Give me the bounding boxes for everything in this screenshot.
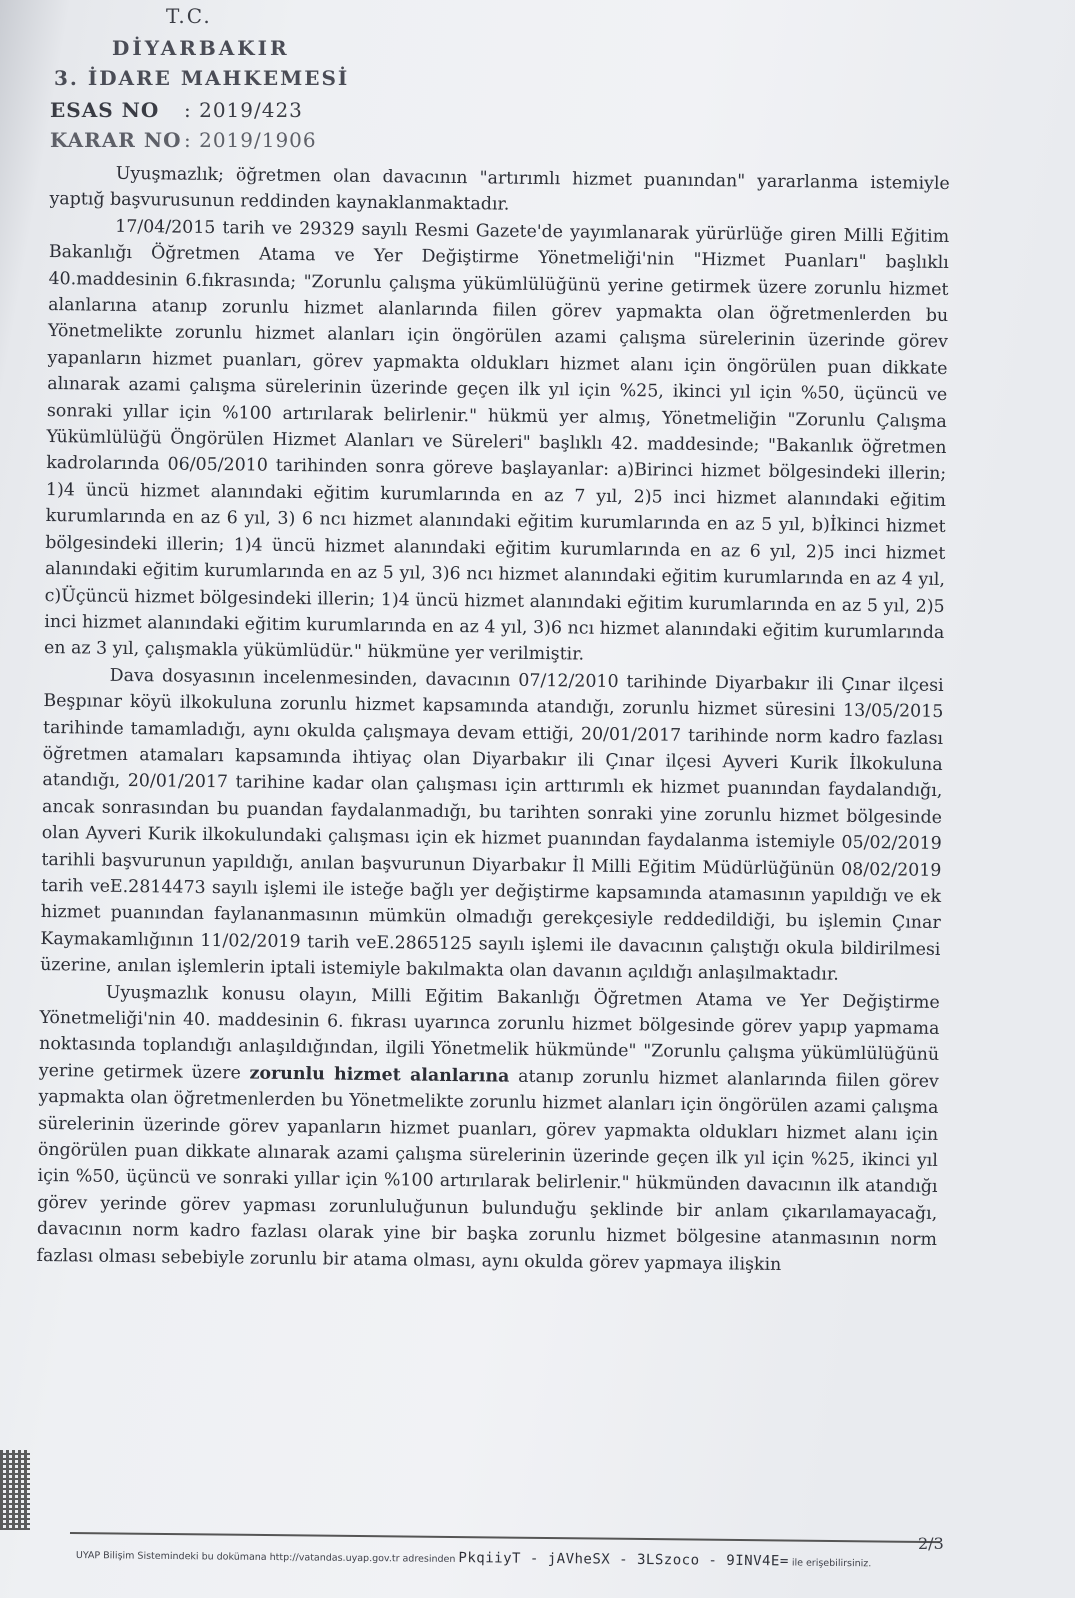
verification-code: PkqiiyT - jAVheSX - 3LSzoco - 9INV4E=: [458, 1550, 789, 1570]
paragraph-4-bold: zorunlu hizmet alanlarına: [249, 1063, 510, 1087]
header-court: 3. İDARE MAHKEMESİ: [54, 66, 350, 90]
karar-value: : 2019/1906: [184, 128, 317, 152]
paragraph-1: Uyuşmazlık; öğretmen olan davacının "artırımlı hizmet puanından" yararlanma istemiyle yaptığ başvurusunun reddinden kaynaklanmaktadır.: [49, 163, 950, 216]
footer-text: UYAP Bilişim Sistemindeki bu dokümana http://vatandas.uyap.gov.tr adresinden: [75, 1549, 456, 1565]
paragraph-3: Dava dosyasının incelenmesinden, davacının 07/12/2010 tarihinde Diyarbakır ili Çınar ilçesi Beşpınar köyü ilkokuluna zorunlu hizmet kapsamında atandığı, zorunlu hizmet süresini 13/05/2015 tarihinde tamamladığı, aynı okulda çalışmaya devam ettiği, 20/01/2017 tarihinde norm kadro fazlası öğretmen atamaları kapsamında ihtiyaç olan Diyarbakır ili Çınar ilçesi Ayveri Kurik İlkokuluna atandığı, 20/01/2017 tarihine kadar olan çalışması için arttırımlı ek hizmet puanından faydalandığı, ancak sonrasından bu puandan faydalanmadığı, bu tarihten sonraki yine zorunlu hizmet bölgesinde olan Ayveri Kurik ilkokulundaki çalışması için ek hizmet puanından faydalanma istemiyle 05/02/2019 tarihli başvurunun yapıldığı, anılan başvurunun Diyarbakır İl Milli Eğitim Müdürlüğünün 08/02/2019 tarih veE.2814473 sayılı işlemi ile isteğe bağlı yer değiştirme kapsamında atamasının yapıldığı ve ek hizmet puanından faylananmasının mümkün olmadığı gerekçesiyle reddedildiği, bu işlemin Çınar Kaymakamlığının 11/02/2019 tarih veE.2865125 sayılı işlemi ile davacının çalıştığı okula bildirilmesi üzerine, anılan işlemlerin iptali istemiyle bakılmakta olan davanın açıldığı anlaşılmaktadır.: [40, 665, 944, 985]
karar-no: [50, 128, 317, 152]
paragraph-4: [36, 979, 939, 1280]
footer-divider: [70, 1532, 940, 1543]
header-tc: T.C.: [166, 4, 212, 28]
page-number: 2/3: [918, 1534, 944, 1553]
paragraph-4-after: atanıp zorunlu hizmet alanlarında fiilen görev yapmakta olan öğretmenlerden bu Yönetmelikte zorunlu hizmet alanları için öngörülen azami çalışma sürelerinin üzerinde görev yapanların hizmet puanları, görev yapmakta oldukları hizmet alanı için öngörülen puan dikkate alınarak azami çalışma sürelerinin üzerinde geçen ilk yıl için %25, ikinci yıl için %50, üçüncü ve sonraki yıllar için %100 artırılarak belirlenir." hükmünden davacının ilk atandığı görev yerinde görev yapması zorunluluğunun bulunduğu şeklinde bir anlam çıkarılamayacağı, davacının norm kadro fazlası olarak yine bir başka zorunlu hizmet bölgesine atanmasının norm fazlası olması sebebiyle zorunlu bir atama olması, aynı okulda görev yapmaya ilişkin: [36, 1066, 939, 1275]
esas-value: : 2019/423: [184, 98, 303, 122]
qr-code-image: [0, 1450, 30, 1530]
paragraph-4-before: Uyuşmazlık konusu olayın, Milli Eğitim Bakanlığı Öğretmen Atama ve Yer Değiştirme Yönetmeliği'nin 40. maddesinin 6. fıkrası uyarınca zorunlu hizmet bölgesinde görev yapıp yapmama noktasında toplandığı anlaşıldığından, ilgili Yönetmelik hükmünde" "Zorunlu çalışma yükümlülüğünü yerine getirmek üzere: [38, 982, 940, 1084]
footer: [76, 1546, 956, 1571]
paragraph-2: 17/04/2015 tarih ve 29329 sayılı Resmi Gazete'de yayımlanarak yürürlüğe giren Milli Eğitim Bakanlığı Öğretmen Atama ve Yer Değiştirme Yönetmeliği'nin "Hizmet Puanları" başlıklı 40.maddesinin 6.fıkrasında; "Zorunlu çalışma yükümlülüğünü yerine getirmek üzere zorunlu hizmet alanlarına atanıp zorunlu hizmet alanlarında fiilen görev yapmakta olan öğretmenlerden bu Yönetmelikte zorunlu hizmet alanları için öngörülen azami çalışma sürelerinin üzerinde görev yapanların hizmet puanları, görev yapmakta oldukları hizmet alanı için öngörülen puan dikkate alınarak azami çalışma sürelerinin üzerinde geçen ilk yıl için %25, ikinci yıl için %50, üçüncü ve sonraki yıllar için %100 artırılarak belirlenir." hükmü yer almış, Yönetmeliğin "Zorunlu Çalışma Yükümlülüğü Öngörülen Hizmet Alanları ve Süreleri" başlıklı 42. maddesinde; "Bakanlık öğretmen kadrolarında 06/05/2010 tarihinden sonra göreve başlayanlar: a)Birinci hizmet bölgesindeki illerin; 1)4 üncü hizmet alanındaki eğitim kurumlarında en az 7 yıl, 2)5 inci hizmet alanındaki eğitim kurumlarında en az 6 yıl, 3) 6 ncı hizmet alanındaki eğitim kurumlarında en az 5 yıl, b)İkinci hizmet bölgesindeki illerin; 1)4 üncü hizmet alanındaki eğitim kurumlarında en az 6 yıl, 2)5 inci hizmet alanındaki eğitim kurumlarında en az 5 yıl, 3)6 ncı hizmet alanındaki eğitim kurumlarında en az 4 yıl, c)Üçüncü hizmet bölgesindeki illerin; 1)4 üncü hizmet alanındaki eğitim kurumlarında en az 5 yıl, 2)5 inci hizmet alanındaki eğitim kurumlarında en az 4 yıl, 3)6 ncı hizmet alanındaki eğitim kurumlarında en az 3 yıl, çalışmakla yükümlüdür." hükmüne yer verilmiştir.: [43, 216, 950, 665]
karar-label: KARAR NO: [50, 128, 182, 152]
header-city: DİYARBAKIR: [112, 36, 290, 60]
esas-label: ESAS NO: [50, 98, 160, 122]
esas-no: [50, 98, 303, 122]
footer-suffix: ile erişebilirsiniz.: [791, 1557, 872, 1570]
document-body: [36, 160, 949, 1280]
